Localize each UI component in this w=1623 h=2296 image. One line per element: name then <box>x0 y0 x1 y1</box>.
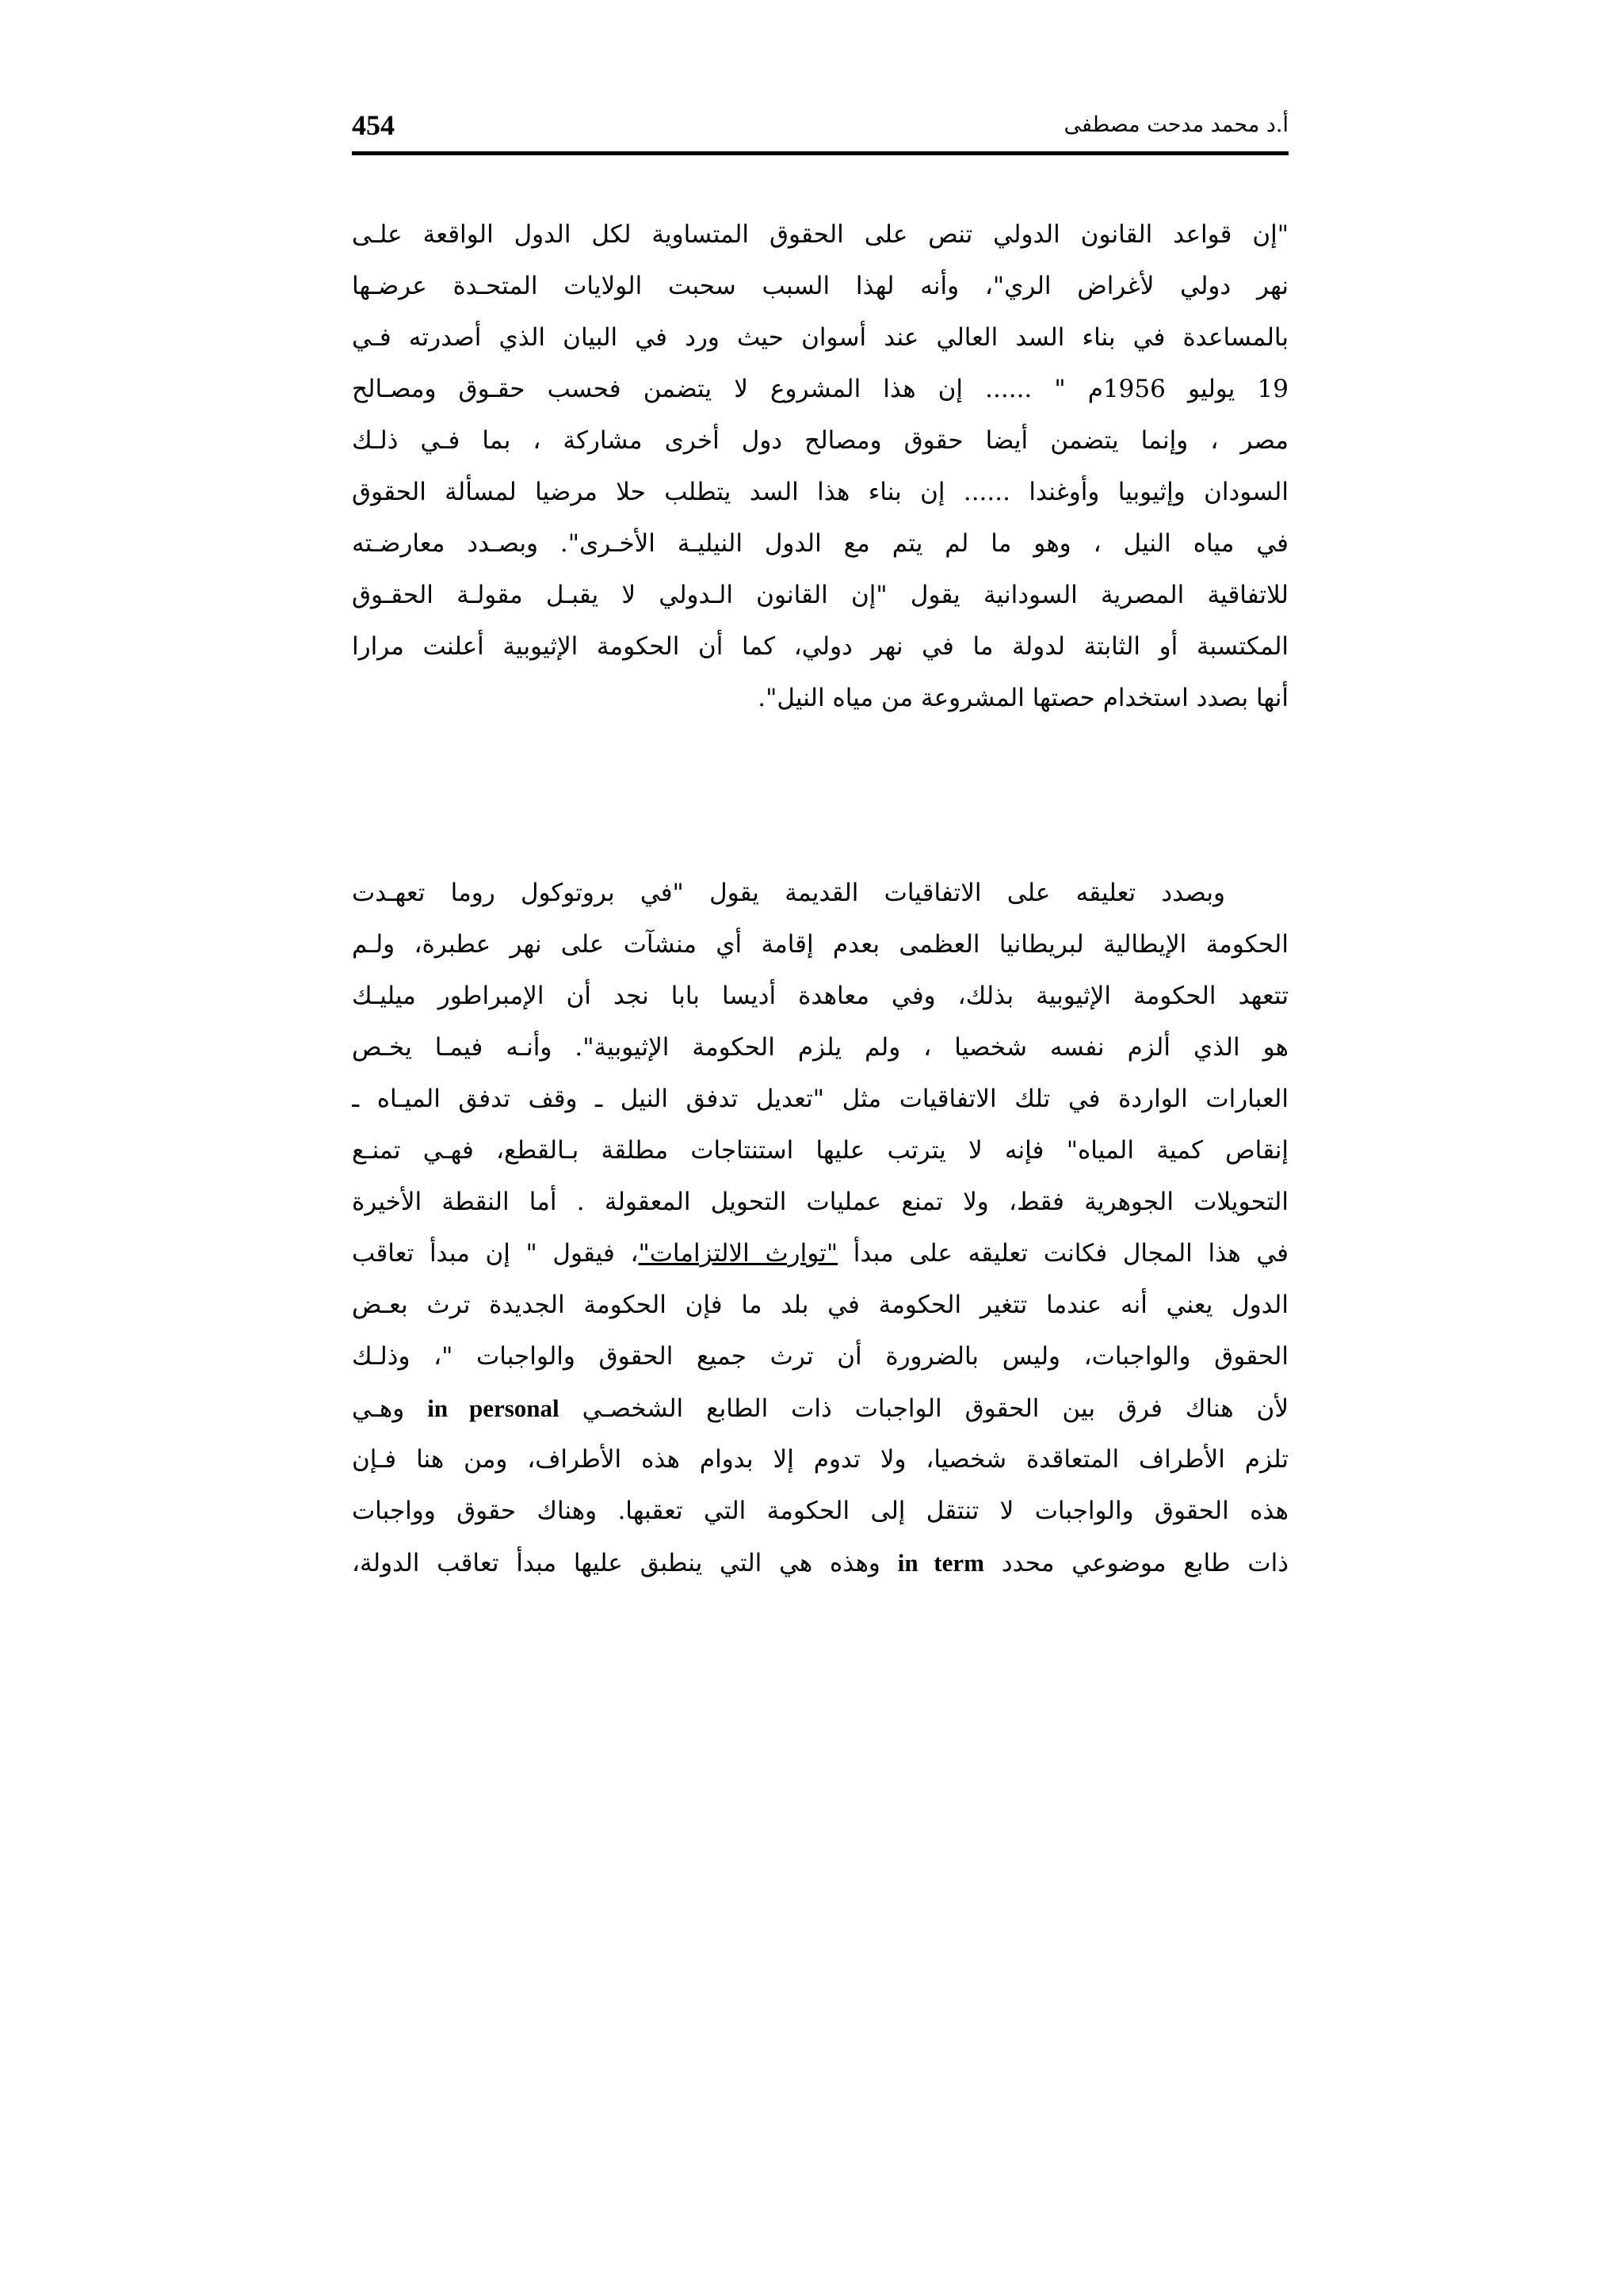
line-text: وهذه هي التي ينطبق عليها مبدأ تعاقب الدولة، <box>352 1549 898 1577</box>
paragraph-2-line: هذه الحقوق والواجبات لا تنتقل إلى الحكومة التي تعقبها. وهناك حقوق وواجبات <box>352 1497 1289 1525</box>
paragraph-2-line: وبصدد تعليقه على الاتفاقيات القديمة يقول "في بروتوكول روما تعهـدت <box>352 879 1225 907</box>
line-text: لأن هناك فرق بين الحقوق الواجبات ذات الطابع الشخصـي <box>559 1394 1289 1423</box>
paragraph-2-line: هو الذي ألزم نفسه شخصيا ، ولم يلزم الحكومة الإثيوبية". وأنـه فيمـا يخـص <box>352 1033 1289 1062</box>
line-text: ، فيقول " إن مبدأ تعاقب <box>352 1239 639 1268</box>
running-head-author: أ.د محمد مدحت مصطفى <box>1064 113 1289 137</box>
paragraph-1-line: السودان وإثيوبيا وأوغندا ...... إن بناء هذا السد يتطلب حلا مرضيا لمسألة الحقوق <box>352 478 1289 506</box>
paragraph-2-line <box>352 1383 1289 1434</box>
page-header <box>352 101 1289 149</box>
paragraph-2-line: الحقوق والواجبات، وليس بالضرورة أن ترث جميع الحقوق والواجبات "، وذلـك <box>352 1342 1289 1371</box>
paragraph-2-line: الدول يعني أنه عندما تتغير الحكومة في بلد ما فإن الحكومة الجديدة ترث بعـض <box>352 1291 1289 1319</box>
paragraph-2-line: تلزم الأطراف المتعاقدة شخصيا، ولا تدوم إلا بدوام هذه الأطراف، ومن هنا فـإن <box>352 1445 1289 1474</box>
latin-term: in term <box>897 1549 984 1577</box>
paragraph-2-line: الحكومة الإيطالية لبريطانيا العظمى بعدم إقامة أي منشآت على نهر عطبرة، ولـم <box>352 930 1289 959</box>
paragraph-2-line: تتعهد الحكومة الإثيوبية بذلك، وفي معاهدة أديسا بابا نجد أن الإمبراطور ميليـك <box>352 982 1289 1010</box>
paragraph-1 <box>352 209 1289 724</box>
paragraph-1-line: في مياه النيل ، وهو ما لم يتم مع الدول النيليـة الأخـرى". وبصـدد معارضـته <box>352 529 1289 558</box>
underlined-term: "توارث الالتزامات" <box>638 1239 838 1268</box>
paragraph-2-line: إنقاص كمية المياه" فإنه لا يترتب عليها استنتاجات مطلقة بـالقطع، فهـي تمنـع <box>352 1136 1289 1165</box>
paragraph-2-line <box>352 1228 1289 1280</box>
header-rule <box>352 151 1289 155</box>
paragraph-1-line: للاتفاقية المصرية السودانية يقول "إن القانون الـدولي لا يقبـل مقولـة الحقـوق <box>352 581 1289 609</box>
line-text: في هذا المجال فكانت تعليقه على مبدأ <box>838 1239 1289 1268</box>
paragraph-1-line: المكتسبة أو الثابتة لدولة ما في نهر دولي، كما أن الحكومة الإثيوبية أعلنت مرارا <box>352 632 1289 661</box>
paragraph-1-line: 19 يوليو 1956م " ...... إن هذا المشروع لا يتضمن فحسب حقـوق ومصـالح <box>352 375 1289 403</box>
paragraph-2-line: العبارات الواردة في تلك الاتفاقيات مثل "تعديل تدفق النيل ـ وقف تدفق الميـاه ـ <box>352 1085 1289 1113</box>
paragraph-1-line: نهر دولي لأغراض الري"، وأنه لهذا السبب سحبت الولايات المتحـدة عرضـها <box>352 272 1289 300</box>
paragraph-1-line: بالمساعدة في بناء السد العالي عند أسوان حيث ورد في البيان الذي أصدرته فـي <box>352 323 1289 352</box>
paragraph-2-line: التحويلات الجوهرية فقط، ولا تمنع عمليات التحويل المعقولة . أما النقطة الأخيرة <box>352 1188 1289 1216</box>
line-text: ذات طابع موضوعي محدد <box>983 1549 1289 1577</box>
page-number: 454 <box>352 109 395 141</box>
latin-term: in personal <box>427 1394 559 1422</box>
paragraph-2-line <box>352 1537 1289 1589</box>
paragraph-1-line: أنها بصدد استخدام حصتها المشروعة من مياه النيل". <box>758 684 1289 712</box>
line-text: وهـي <box>352 1394 428 1423</box>
paragraph-2 <box>352 868 1289 1589</box>
paragraph-1-line: "إن قواعد القانون الدولي تنص على الحقوق المتساوية لكل الدول الواقعة علـى <box>352 220 1289 249</box>
paragraph-1-line: مصر ، وإنما يتضمن أيضا حقوق ومصالح دول أخرى مشاركة ، بما فـي ذلـك <box>352 426 1289 455</box>
